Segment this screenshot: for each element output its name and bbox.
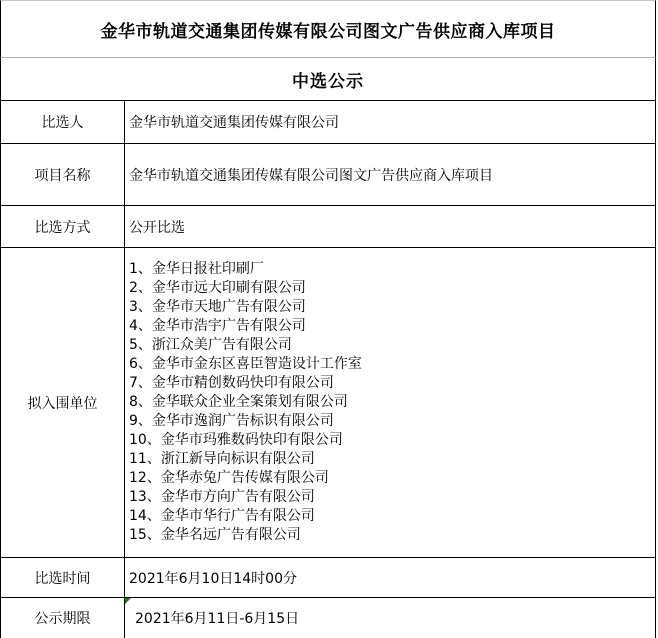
list-item: 9、金华市逸润广告标识有限公司 [129, 413, 334, 429]
publicity-period-cell [125, 598, 655, 638]
selector-label: 比选人 [1, 101, 125, 143]
list-item: 4、金华市浩宇广告有限公司 [129, 318, 306, 334]
document-subtitle: 中选公示 [0, 58, 656, 101]
list-item: 7、金华市精创数码快印有限公司 [129, 375, 334, 391]
publicity-period-value: 2021年6月11日-6月15日 [135, 611, 300, 627]
list-item: 2、金华市远大印刷有限公司 [129, 280, 306, 296]
list-item: 11、浙江新导向标识有限公司 [129, 451, 315, 467]
row-publicity-period [0, 598, 656, 638]
list-item: 5、浙江众美广告有限公司 [129, 337, 292, 353]
row-selection-time [0, 558, 656, 598]
selector-value: 金华市轨道交通集团传媒有限公司 [129, 115, 339, 131]
list-item: 13、金华市方向广告有限公司 [129, 489, 315, 505]
cell-comment-marker-icon [125, 598, 131, 604]
list-item: 14、金华市华行广告有限公司 [129, 508, 315, 524]
list-item: 1、金华日报社印刷厂 [129, 261, 264, 277]
selection-time-label: 比选时间 [1, 558, 125, 597]
list-item: 8、金华联众企业全案策划有限公司 [129, 394, 348, 410]
list-item: 15、金华名远广告有限公司 [129, 527, 301, 543]
row-method [0, 206, 656, 248]
list-item: 12、金华赤兔广告传媒有限公司 [129, 470, 329, 486]
project-name-value: 金华市轨道交通集团传媒有限公司图文广告供应商入库项目 [129, 167, 493, 184]
list-item: 6、金华市金东区喜臣智造设计工作室 [129, 356, 362, 372]
row-project-name [0, 144, 656, 206]
row-selector [0, 101, 656, 144]
method-value: 公开比选 [129, 219, 185, 236]
project-name-label: 项目名称 [1, 144, 125, 205]
publicity-period-label: 公示期限 [1, 598, 125, 638]
method-label: 比选方式 [1, 206, 125, 247]
shortlisted-list [125, 248, 655, 557]
list-item: 10、金华市玛雅数码快印有限公司 [129, 432, 343, 448]
list-item: 3、金华市天地广告有限公司 [129, 299, 306, 315]
document-title: 金华市轨道交通集团传媒有限公司图文广告供应商入库项目 [0, 0, 656, 58]
row-shortlisted [0, 248, 656, 558]
selection-time-value: 2021年6月10日14时00分 [129, 570, 297, 587]
shortlisted-label: 拟入围单位 [1, 248, 125, 557]
